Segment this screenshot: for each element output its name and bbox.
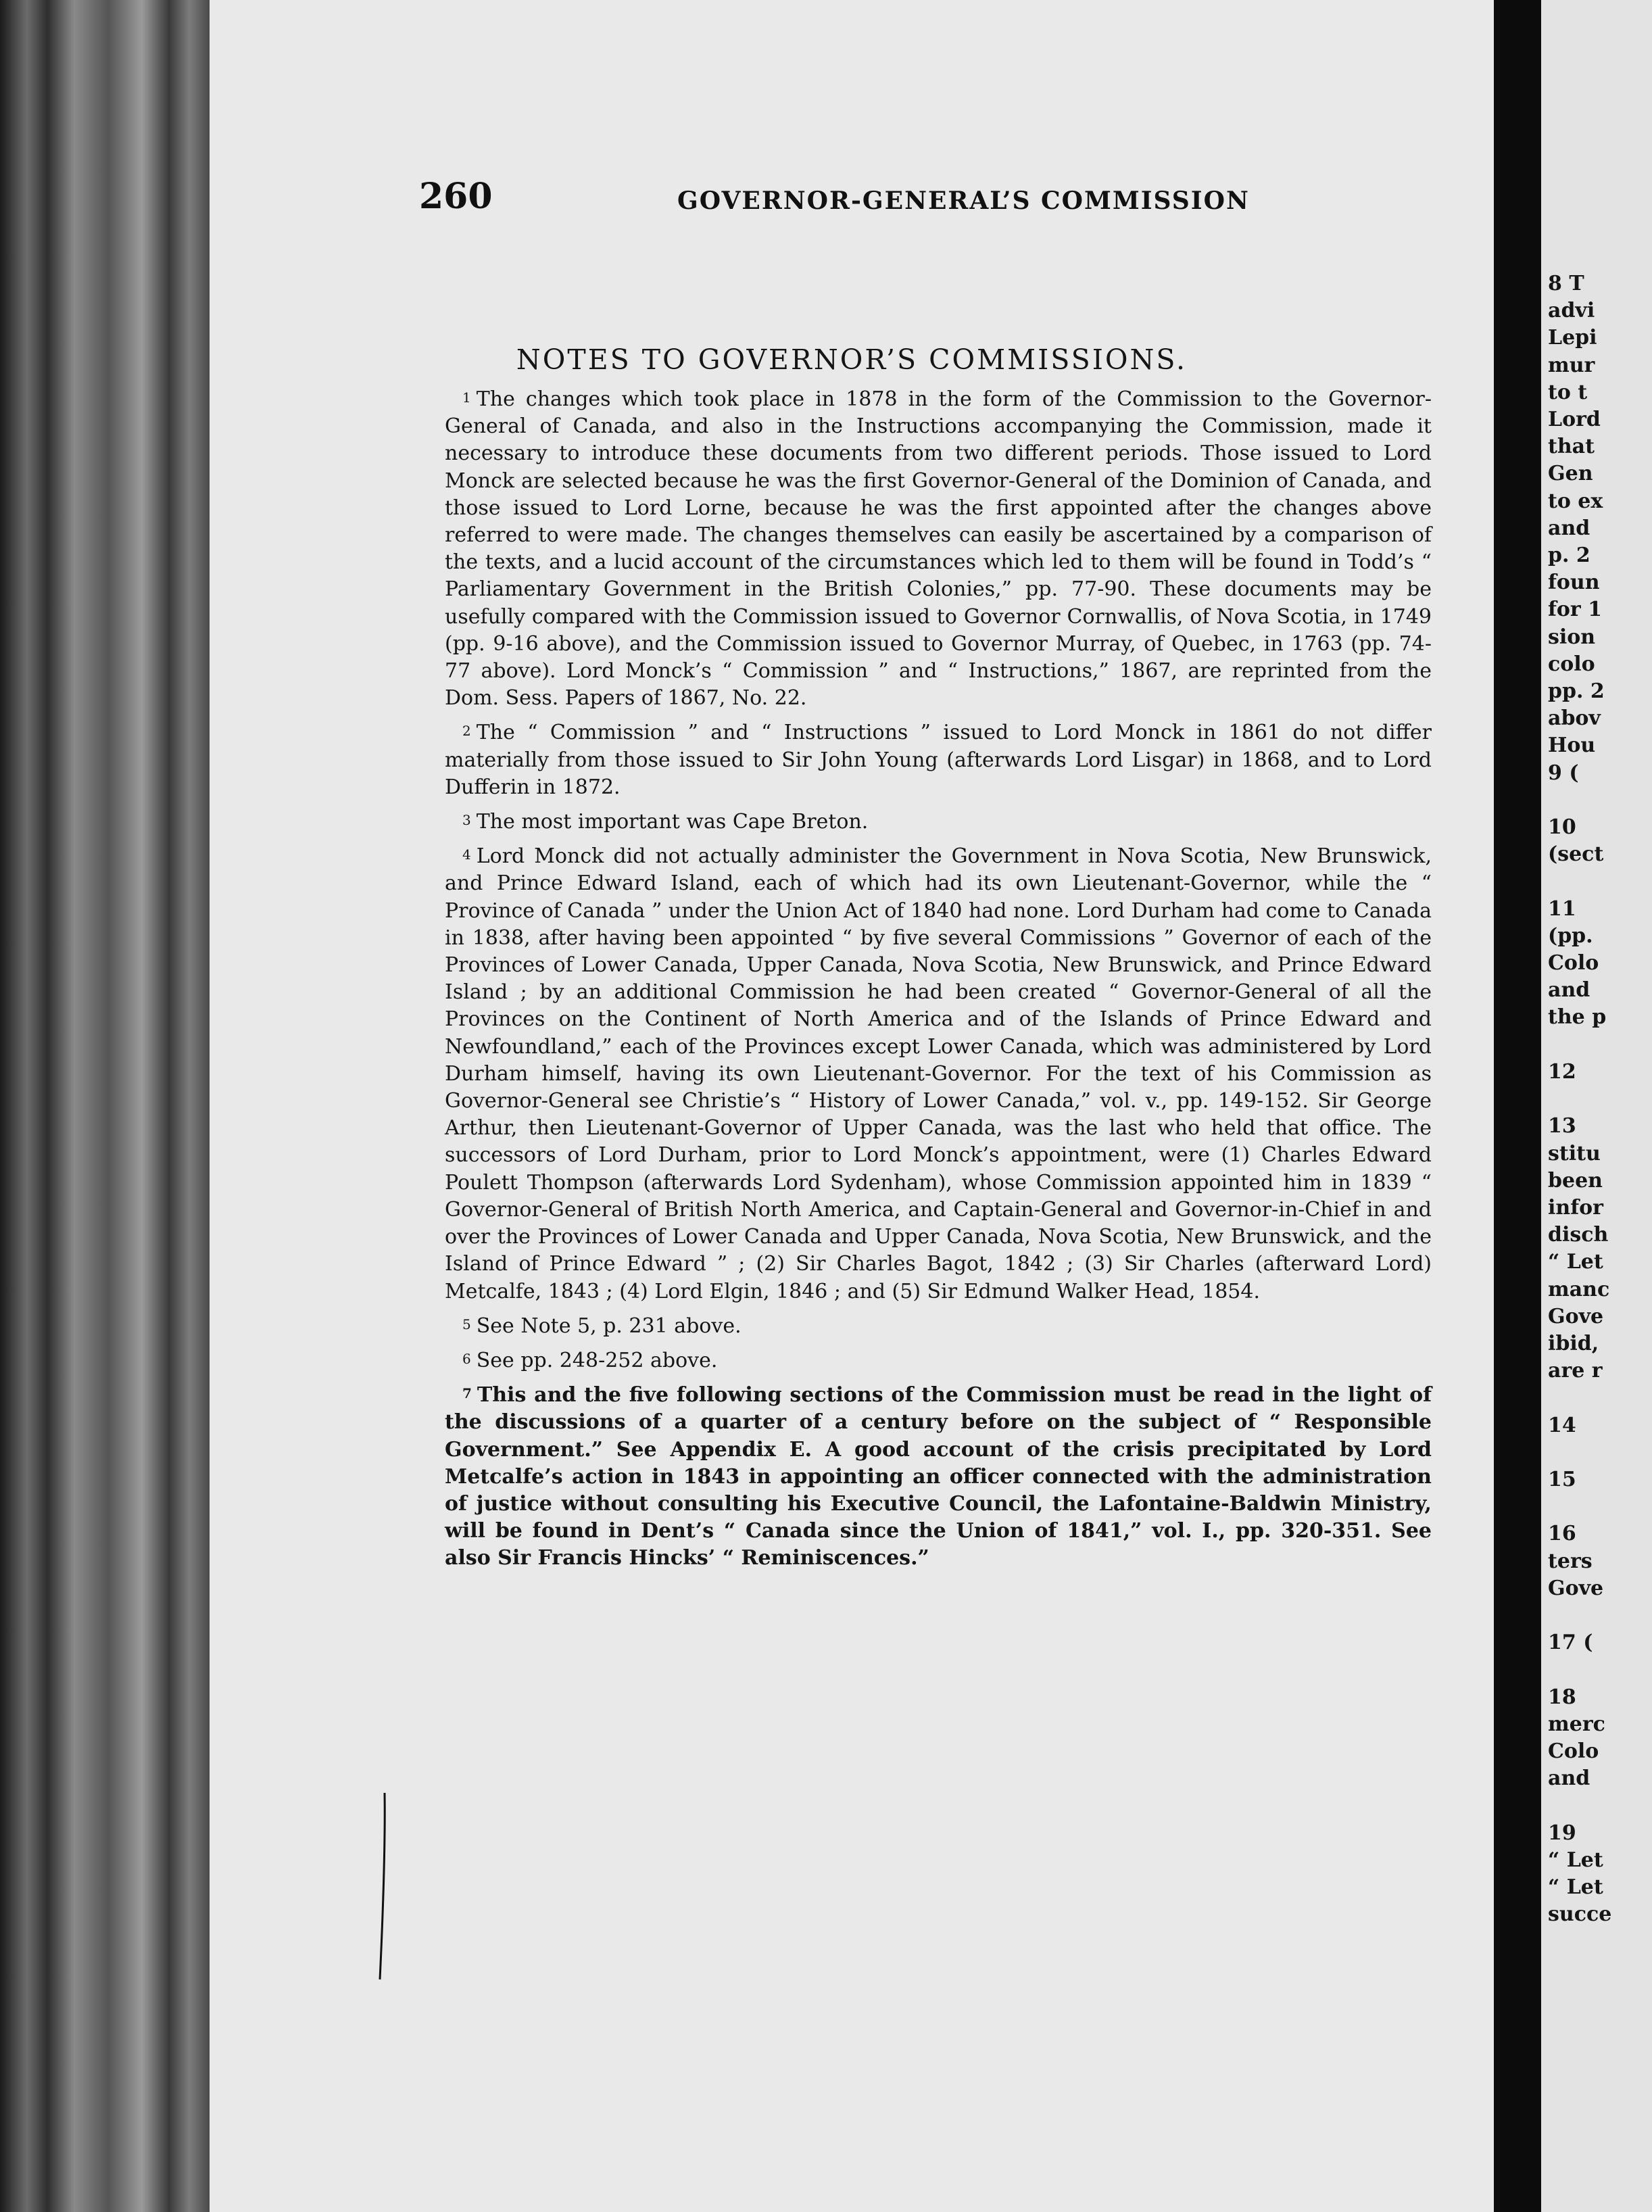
facing-page-fragment: foun <box>1548 571 1600 595</box>
facing-page-fragment <box>1548 1385 1611 1412</box>
facing-page-fragment <box>1548 1656 1611 1683</box>
facing-page-fragment: ibid, <box>1548 1331 1599 1355</box>
note-number: 5 <box>462 1316 471 1332</box>
facing-page-fragment: 18 <box>1548 1685 1576 1709</box>
book-page <box>210 0 1494 2212</box>
note-text: See Note 5, p. 231 above. <box>476 1314 742 1338</box>
facing-page-fragment <box>1548 1032 1611 1059</box>
page-number: 260 <box>419 176 493 217</box>
note-6 <box>445 1345 1432 1374</box>
facing-page-fragment: 19 <box>1548 1821 1576 1845</box>
facing-page-fragment: 9 ( <box>1548 761 1579 785</box>
facing-page-fragment: advi <box>1548 299 1595 323</box>
facing-page-fragment: succe <box>1548 1902 1612 1927</box>
running-head-title: GOVERNOR-GENERAL’S COMMISSION <box>677 187 1250 215</box>
facing-page-fragment: stitu <box>1548 1141 1601 1165</box>
facing-page-fragment <box>1548 868 1611 895</box>
facing-page-fragment: disch <box>1548 1223 1609 1247</box>
facing-page-fragment: (pp. <box>1548 923 1593 948</box>
note-number: 7 <box>462 1385 472 1402</box>
facing-page-fragment: to t <box>1548 380 1588 404</box>
facing-page-fragment: 10 <box>1548 815 1576 840</box>
section-title: NOTES TO GOVERNOR’S COMMISSIONS. <box>516 343 1188 376</box>
note-text: The changes which took place in 1878 in the form of the Commission to the Governor-General of Canada, and also in the Instructions accompanying the Commission, made it necessary to introduce these documents from two different periods. Those issued to Lord Monck are selected because he was the first Governor-General of the Dominion of Canada, and those issued to Lord Lorne, because he was the first appointed after the changes above referred to were made. The changes themselves can easily be ascertained by a comparison of the texts, and a lucid account of the circumstances which led to them will be found in Todd’s “ Parliamentary Government in the British Colonies,” pp. 77-90. These documents may be usefully compared with the Commission issued to Governor Cornwallis, of Nova Scotia, in 1749 (pp. 9-16 above), and the Commission issued to Governor Murray, of Quebec, in 1763 (pp. 74-77 above). Lord Monck’s “ Commission ” and “ Instructions,” 1867, are reprinted from the Dom. Sess. Papers of 1867, No. 22. <box>445 387 1432 711</box>
facing-page-fragment: mur <box>1548 353 1595 377</box>
note-number: 4 <box>462 846 471 863</box>
facing-page-edge <box>1541 0 1652 2212</box>
facing-page-fragment: that <box>1548 435 1595 459</box>
facing-page-fragment: Lepi <box>1548 326 1597 350</box>
notes-body <box>445 384 1432 1578</box>
facing-page-fragment: 11 <box>1548 896 1576 921</box>
facing-page-fragment: and <box>1548 516 1590 540</box>
note-1 <box>445 384 1432 712</box>
facing-page-fragment <box>1548 1493 1611 1520</box>
book-gutter <box>1494 0 1541 2212</box>
note-text: Lord Monck did not actually administer the Government in Nova Scotia, New Brunswick, and Prince Edward Island, each of which had its own Lieutenant-Governor, while the “ Province of Canada ” under the Union Act of 1840 had none. Lord Durham had come to Canada in 1838, after having been appointed “ by five several Commissions ” Governor of each of the Provinces of Lower Canada, Upper Canada, Nova Scotia, New Brunswick, and Prince Edward Island ; by an additional Commission he had been created “ Governor-General of all the Provinces on the Continent of North America and of the Islands of Prince Edward and Newfoundland,” each of the Provinces except Lower Canada, which was administered by Lord Durham himself, having its own Lieutenant-Governor. For the text of his Commission as Governor-General see Christie’s “ History of Lower Canada,” vol. v., pp. 149-152. Sir George Arthur, then Lieutenant-Governor of Upper Canada, was the last who held that office. The successors of Lord Durham, prior to Lord Monck’s appointment, were (1) Charles Edward Poulett Thompson (afterwards Lord Sydenham), whose Commission appointed him in 1839 “ Governor-General of British North America, and Captain-General and Governor-in-Chief in and over the Provinces of Lower Canada and Upper Canada, Nova Scotia, New Brunswick, and the Island of Prince Edward ” ; (2) Sir Charles Bagot, 1842 ; (3) Sir Charles (afterward Lord) Metcalfe, 1843 ; (4) Lord Elgin, 1846 ; and (5) Sir Edmund Walker Head, 1854. <box>445 844 1432 1303</box>
facing-page-fragment: pp. 2 <box>1548 679 1605 704</box>
facing-page-fragment: (sect <box>1548 842 1604 867</box>
facing-page-fragment: colo <box>1548 652 1595 676</box>
facing-page-fragment: p. 2 <box>1548 544 1590 568</box>
facing-page-fragment: Colo <box>1548 1739 1599 1763</box>
note-text: The “ Commission ” and “ Instructions ” issued to Lord Monck in 1861 do not differ materially from those issued to Sir John Young (afterwards Lord Lisgar) in 1868, and to Lord Dufferin in 1872. <box>445 721 1432 799</box>
facing-page-fragment: are r <box>1548 1359 1603 1383</box>
facing-page-fragment: infor <box>1548 1195 1603 1220</box>
facing-page-fragment: and <box>1548 978 1590 1003</box>
facing-page-fragment: manc <box>1548 1277 1610 1301</box>
facing-page-fragment: “ Let <box>1548 1875 1603 1899</box>
facing-page-fragment <box>1548 1602 1611 1629</box>
note-7 <box>445 1380 1432 1572</box>
facing-page-fragment: 14 <box>1548 1413 1576 1437</box>
facing-page-fragment: Gen <box>1548 462 1593 486</box>
note-5 <box>445 1311 1432 1340</box>
facing-page-fragment: Lord <box>1548 408 1601 432</box>
facing-page-fragment: ters <box>1548 1549 1593 1573</box>
facing-page-fragment: 12 <box>1548 1059 1576 1084</box>
note-4 <box>445 841 1432 1305</box>
facing-page-fragment <box>1548 1086 1611 1113</box>
note-text: The most important was Cape Breton. <box>476 810 869 834</box>
note-number: 3 <box>462 812 471 829</box>
facing-page-fragment: sion <box>1548 625 1596 649</box>
facing-page-fragment: been <box>1548 1168 1603 1193</box>
facing-page-fragment: 13 <box>1548 1114 1576 1138</box>
note-text: See pp. 248-252 above. <box>476 1348 718 1372</box>
facing-page-fragment: Hou <box>1548 734 1596 758</box>
facing-page-fragment: 8 T <box>1548 272 1584 295</box>
note-number: 6 <box>462 1350 471 1367</box>
facing-page-fragment: for 1 <box>1548 598 1603 622</box>
facing-page-fragment: 17 ( <box>1548 1631 1593 1655</box>
note-number: 1 <box>462 389 471 406</box>
facing-page-text-fragments <box>1548 270 1611 1928</box>
facing-page-fragment <box>1548 1439 1611 1466</box>
note-3 <box>445 807 1432 836</box>
pencil-margin-mark <box>379 1792 387 1981</box>
facing-page-fragment: Gove <box>1548 1304 1604 1328</box>
facing-page-fragment: the p <box>1548 1005 1607 1030</box>
facing-page-fragment: “ Let <box>1548 1250 1603 1274</box>
facing-page-fragment: Colo <box>1548 951 1599 976</box>
facing-page-fragment <box>1548 1792 1611 1819</box>
facing-page-fragment: Gove <box>1548 1576 1604 1600</box>
book-edge-shadow <box>0 0 210 2212</box>
facing-page-fragment <box>1548 787 1611 814</box>
facing-page-fragment: 15 <box>1548 1467 1576 1491</box>
note-2 <box>445 717 1432 801</box>
facing-page-fragment: merc <box>1548 1712 1605 1736</box>
facing-page-fragment: 16 <box>1548 1522 1576 1546</box>
running-head <box>210 176 1494 230</box>
facing-page-fragment: to ex <box>1548 489 1603 513</box>
note-number: 2 <box>462 723 471 740</box>
note-text: This and the five following sections of the Commission must be read in the light of the discussions of a quarter of a century before on the subject of “ Responsible Government.” See Appendix E. A good account of the crisis precipitated by Lord Metcalfe’s action in 1843 in appointing an officer connected with the administration of justice without consulting his Executive Council, the Lafontaine-Baldwin Ministry, will be found in Dent’s “ Canada since the Union of 1841,” vol. I., pp. 320-351. See also Sir Francis Hincks’ “ Reminiscences.” <box>445 1383 1432 1570</box>
facing-page-fragment: abov <box>1548 706 1601 731</box>
facing-page-fragment: and <box>1548 1766 1590 1791</box>
facing-page-fragment: “ Let <box>1548 1848 1603 1872</box>
